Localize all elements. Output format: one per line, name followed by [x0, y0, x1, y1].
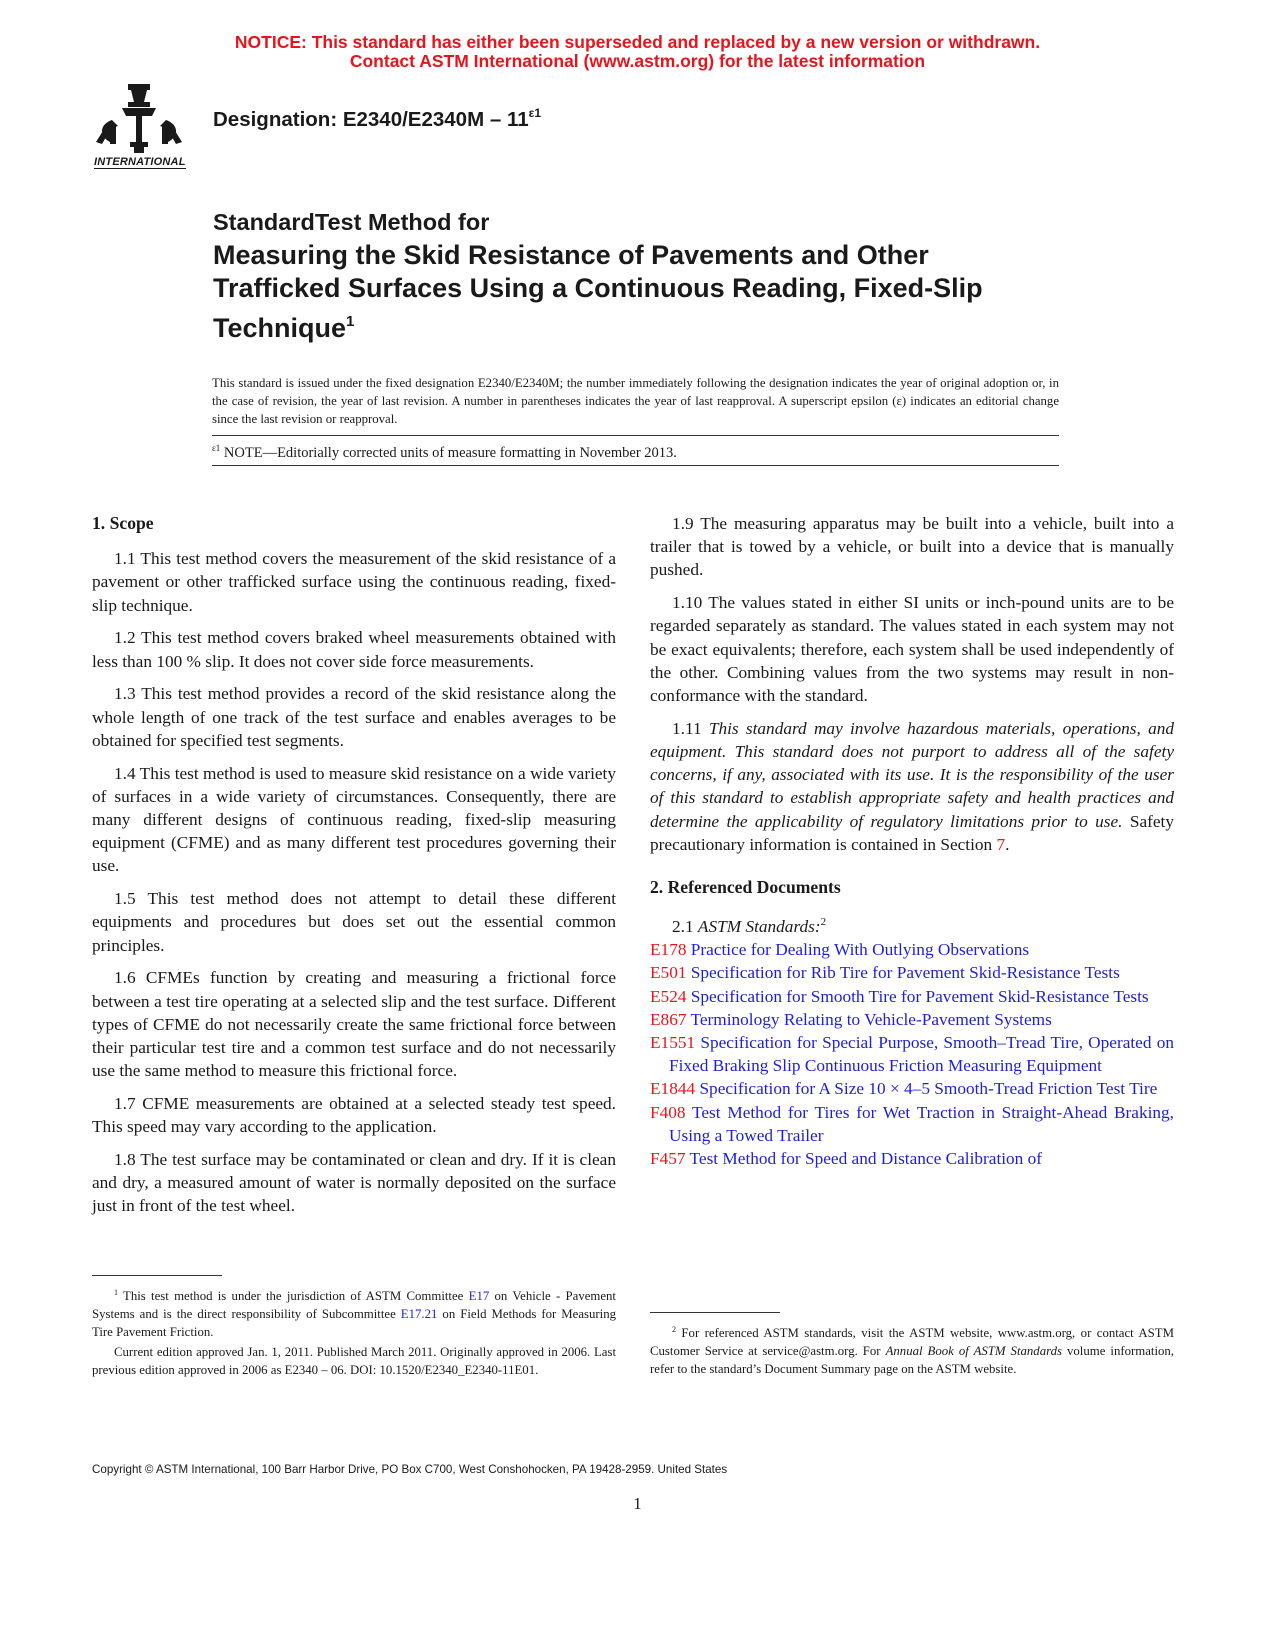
section-7-link[interactable]: 7 — [996, 834, 1006, 854]
title-footnote-ref: 1 — [346, 313, 355, 330]
designation — [213, 106, 541, 132]
notice-line-2: Contact ASTM International (www.astm.org) for the latest information — [349, 51, 926, 71]
logo-international-text: INTERNATIONAL — [94, 156, 186, 168]
designation-text: Designation: E2340/E2340M – 11 — [213, 108, 529, 131]
reference-list — [650, 938, 1174, 1170]
reference-title[interactable]: Specification for Smooth Tire for Pavement Skid-Resistance Tests — [686, 986, 1149, 1006]
right-column — [650, 512, 1174, 1170]
reference-title[interactable]: Terminology Relating to Vehicle-Pavement Systems — [686, 1009, 1052, 1029]
footnote-2-ref: 2 — [820, 916, 827, 929]
referenced-documents-heading: 2. Referenced Documents — [650, 877, 841, 898]
reference-code[interactable]: E867 — [650, 1009, 687, 1029]
astm-standards-label: ASTM Standards: — [697, 917, 821, 936]
reference-code[interactable]: F457 — [650, 1149, 686, 1169]
title-line-2: Measuring the Skid Resistance of Pavements and Other — [213, 240, 929, 270]
section-1-10: 1.10 The values stated in either SI units or inch-pound units are to be regarded separately as standard. The values stated in each system may not be exact equivalents; therefore, each system shall be used independently of the other. Combining values from the two systems may result in non-conformance with the standard. — [650, 593, 1174, 706]
title-line-3: Trafficked Surfaces Using a Continuous Reading, Fixed-Slip — [213, 273, 983, 303]
reference-code[interactable]: E524 — [650, 986, 687, 1006]
copyright: Copyright © ASTM International, 100 Barr Harbor Drive, PO Box C700, West Conshohocken, PA 19428-2959. United States — [92, 1463, 728, 1476]
safety-end: . — [1005, 834, 1010, 854]
reference-title[interactable]: Specification for Special Purpose, Smooth–Tread Tire, Operated on Fixed Braking Slip Continuous Friction Measuring Equipment — [669, 1033, 1174, 1076]
reference-title[interactable]: Practice for Dealing With Outlying Observations — [686, 940, 1030, 960]
reference-code[interactable]: F408 — [650, 1102, 686, 1122]
section-1-1: 1.1 This test method covers the measurement of the skid resistance of a pavement or other trafficked surface using the continuous reading, fixed-slip technique. — [92, 549, 616, 615]
divider-bottom — [212, 465, 1059, 466]
footnote-1-text-a: This test method is under the jurisdiction of ASTM Committee — [118, 1289, 469, 1303]
editorial-note-text: NOTE—Editorially corrected units of measure formatting in November 2013. — [220, 445, 677, 461]
reference-code[interactable]: E178 — [650, 940, 687, 960]
footnote-2-text-b: volume information, refer to the standard’s Document Summary page on the ASTM website. — [650, 1344, 1175, 1377]
section-1-11 — [650, 717, 1174, 856]
footnote-2-marker: 2 — [672, 1325, 676, 1334]
reference-item[interactable] — [650, 938, 1174, 961]
reference-item[interactable] — [650, 1008, 1174, 1031]
title-line-4: Technique — [213, 313, 347, 343]
reference-item[interactable] — [650, 961, 1174, 984]
section-1-2: 1.2 This test method covers braked wheel measurements obtained with less than 100 % slip. It does not cover side force measurements. — [92, 628, 616, 671]
reference-title[interactable]: Specification for A Size 10 × 4–5 Smooth-Tread Friction Test Tire — [695, 1079, 1158, 1099]
reference-code[interactable]: E1844 — [650, 1079, 696, 1099]
footnote-1-edition: Current edition approved Jan. 1, 2011. Published March 2011. Originally approved in 2006. Last previous edition approved in 2006 as E2340 – 06. DOI: 10.1520/E2340_E2340-11E01. — [92, 1344, 616, 1377]
editorial-note-epsilon: ε1 — [212, 443, 221, 453]
designation-epsilon: ε1 — [528, 106, 542, 120]
reference-title[interactable]: Test Method for Tires for Wet Traction in Straight-Ahead Braking, Using a Towed Trailer — [669, 1102, 1174, 1145]
footnote-rule-right — [650, 1312, 780, 1313]
editorial-note — [212, 443, 677, 462]
subcommittee-e17-21-link[interactable]: E17.21 — [400, 1307, 438, 1322]
footnote-2-text-a: For referenced ASTM standards, visit the ASTM website, www.astm.org, or contact ASTM Customer Service at service@astm.org. For — [650, 1326, 1174, 1359]
section-1-9: 1.9 The measuring apparatus may be built into a vehicle, built into a trailer that is towed by a vehicle, or built into a device that is manually pushed. — [650, 514, 1174, 580]
page-number: 1 — [633, 1494, 642, 1513]
reference-title[interactable]: Test Method for Speed and Distance Calibration of — [685, 1149, 1043, 1169]
footnote-2 — [650, 1321, 1174, 1380]
reference-item[interactable] — [650, 985, 1174, 1008]
footnote-1-text-b: on Vehicle - Pavement Systems and is the direct responsibility of Subcommittee — [92, 1289, 616, 1322]
committee-e17-link[interactable]: E17 — [468, 1289, 490, 1303]
withdrawal-notice — [0, 33, 1275, 71]
section-2-1-number: 2.1 — [672, 917, 698, 936]
section-1-3: 1.3 This test method provides a record of the skid resistance along the whole length of one track of the test surface and enables averages to be obtained for specified test segments. — [92, 684, 616, 750]
section-2-1 — [650, 911, 1174, 938]
reference-title[interactable]: Specification for Rib Tire for Pavement Skid-Resistance Tests — [686, 963, 1120, 983]
safety-statement: This standard may involve hazardous materials, operations, and equipment. This standard does not purport to address all of the safety concerns, if any, associated with its use. It is the responsibility of the user of this standard to establish appropriate safety and health practices and determine the applicability of regulatory limitations prior to use. — [650, 718, 1175, 831]
notice-line-1: NOTICE: This standard has either been superseded and replaced by a new version or withdrawn. — [234, 32, 1041, 52]
issued-statement: This standard is issued under the fixed designation E2340/E2340M; the number immediately following the designation indicates the year of original adoption or, in the case of revision, the year of last revision. A number in parentheses indicates the year of last reapproval. A superscript epsilon (ε) indicates an editorial change since the last revision or reapproval. — [212, 376, 1059, 427]
safety-tail: Safety precautionary information is contained in Section — [650, 811, 1174, 854]
reference-item[interactable] — [650, 1077, 1174, 1100]
annual-book-title: Annual Book of ASTM Standards — [885, 1344, 1062, 1359]
reference-code[interactable]: E501 — [650, 963, 687, 983]
footnote-1-text-c: on Field Methods for Measuring Tire Pavement Friction. — [92, 1307, 616, 1340]
footnote-rule-left — [92, 1275, 222, 1276]
section-1-5: 1.5 This test method does not attempt to detail these different equipments and procedures but does set out the essential common principles. — [92, 889, 616, 955]
footnote-1 — [92, 1284, 616, 1380]
title-line-1: StandardTest Method for — [213, 209, 490, 235]
reference-item[interactable] — [650, 1147, 1174, 1170]
reference-code[interactable]: E1551 — [650, 1033, 696, 1053]
section-1-4: 1.4 This test method is used to measure skid resistance on a wide variety of surfaces in a wide variety of circumstances. Consequently, there are many different designs of continuous reading, fixed-slip measuring equipment (CFME) and as many different test procedures governing their use. — [92, 763, 616, 876]
left-column — [92, 512, 616, 1227]
astm-logo — [92, 80, 192, 172]
footnote-1-marker: 1 — [114, 1288, 118, 1297]
section-1-11-number: 1.11 — [672, 718, 709, 738]
reference-item[interactable] — [650, 1101, 1174, 1147]
divider-top — [212, 435, 1059, 436]
section-1-7: 1.7 CFME measurements are obtained at a selected steady test speed. This speed may vary according to the application. — [92, 1094, 616, 1137]
section-1-8: 1.8 The test surface may be contaminated or clean and dry. If it is clean and dry, a measured amount of water is normally deposited on the surface just in front of the test wheel. — [92, 1150, 616, 1216]
document-title — [213, 206, 1093, 345]
reference-item[interactable] — [650, 1031, 1174, 1077]
section-1-6: 1.6 CFMEs function by creating and measuring a frictional force between a test tire operating at a selected slip and the test surface. Different types of CFME do not necessarily create the same frictional force between their particular test tire and a common test surface and do not necessarily use the same method to measure this frictional force. — [92, 968, 616, 1081]
scope-heading: 1. Scope — [92, 513, 154, 533]
